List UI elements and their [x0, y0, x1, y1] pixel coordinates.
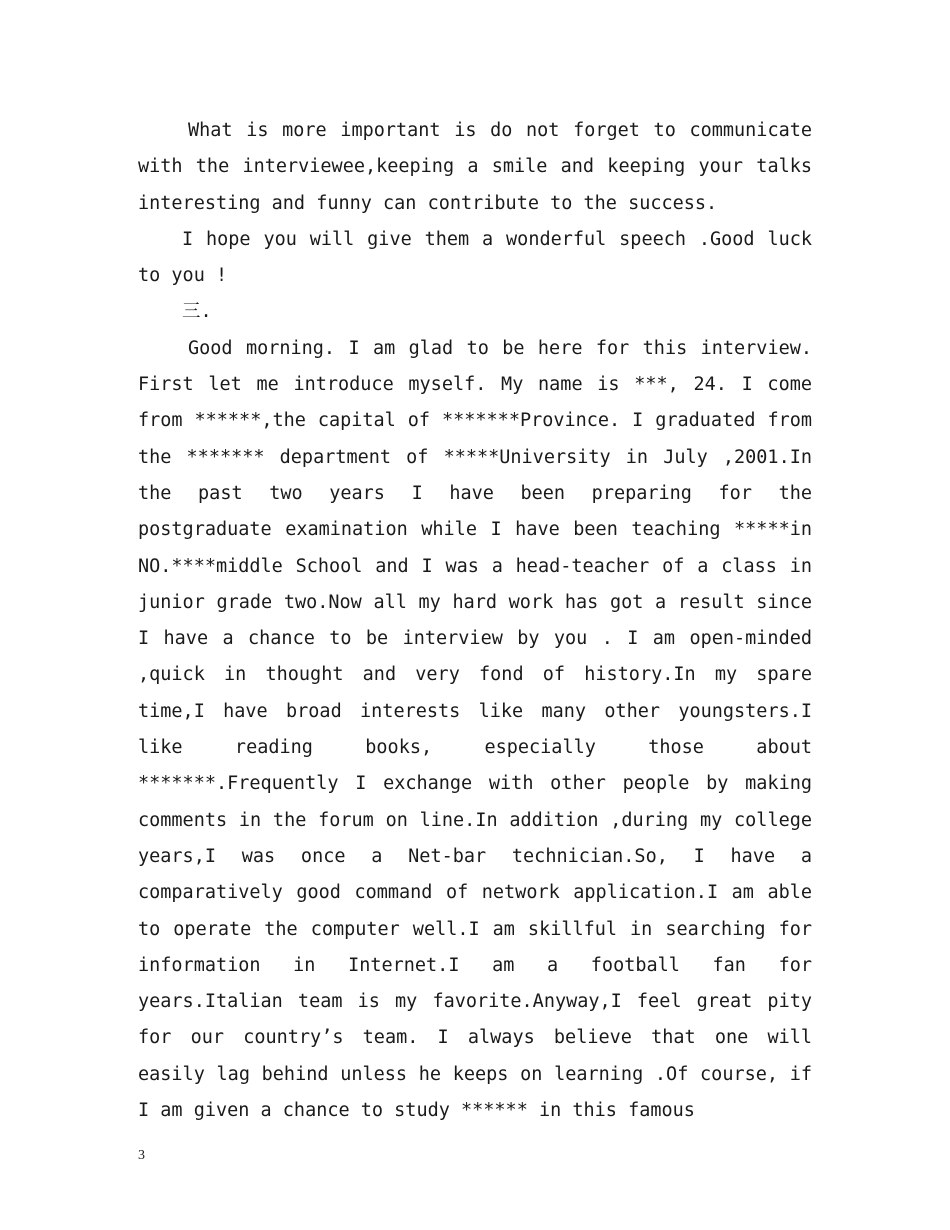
- paragraph-self-introduction: Good morning. I am glad to be here for this interview. First let me introduce myself. My name is ***, 24. I come from ******,the capital of *******Province. I graduated from the ******* department of *****University in July ,2001.In the past two years I have been preparing for the postgraduate examination while I have been teaching *****in NO.****middle School and I was a head-teacher of a class in junior grade two.Now all my hard work has got a result since I have a chance to be interview by you . I am open-minded ,quick in thought and very fond of history.In my spare time,I have broad interests like many other youngsters.I like reading books, especially those about *******.Frequently I exchange with other people by making comments in the forum on line.In addition ,during my college years,I was once a Net-bar technician.So, I have a comparatively good command of network application.I am able to operate the computer well.I am skillful in searching for information in Internet.I am a football fan for years.Italian team is my favorite.Anyway,I feel great pity for our country’s team. I always believe that one will easily lag behind unless he keeps on learning .Of course, if I am given a chance to study ****** in this famous: [138, 337, 812, 1122]
- paragraph-good-luck: I hope you will give them a wonderful speech .Good luck to you !: [138, 228, 812, 287]
- page-body: [138, 113, 812, 1129]
- section-heading-three: 三.: [182, 301, 212, 323]
- paragraph-communication-tip: What is more important is do not forget to communicate with the interviewee,keeping a smile and keeping your talks interesting and funny can contribute to the success.: [138, 120, 812, 214]
- page-number: 3: [138, 1148, 145, 1163]
